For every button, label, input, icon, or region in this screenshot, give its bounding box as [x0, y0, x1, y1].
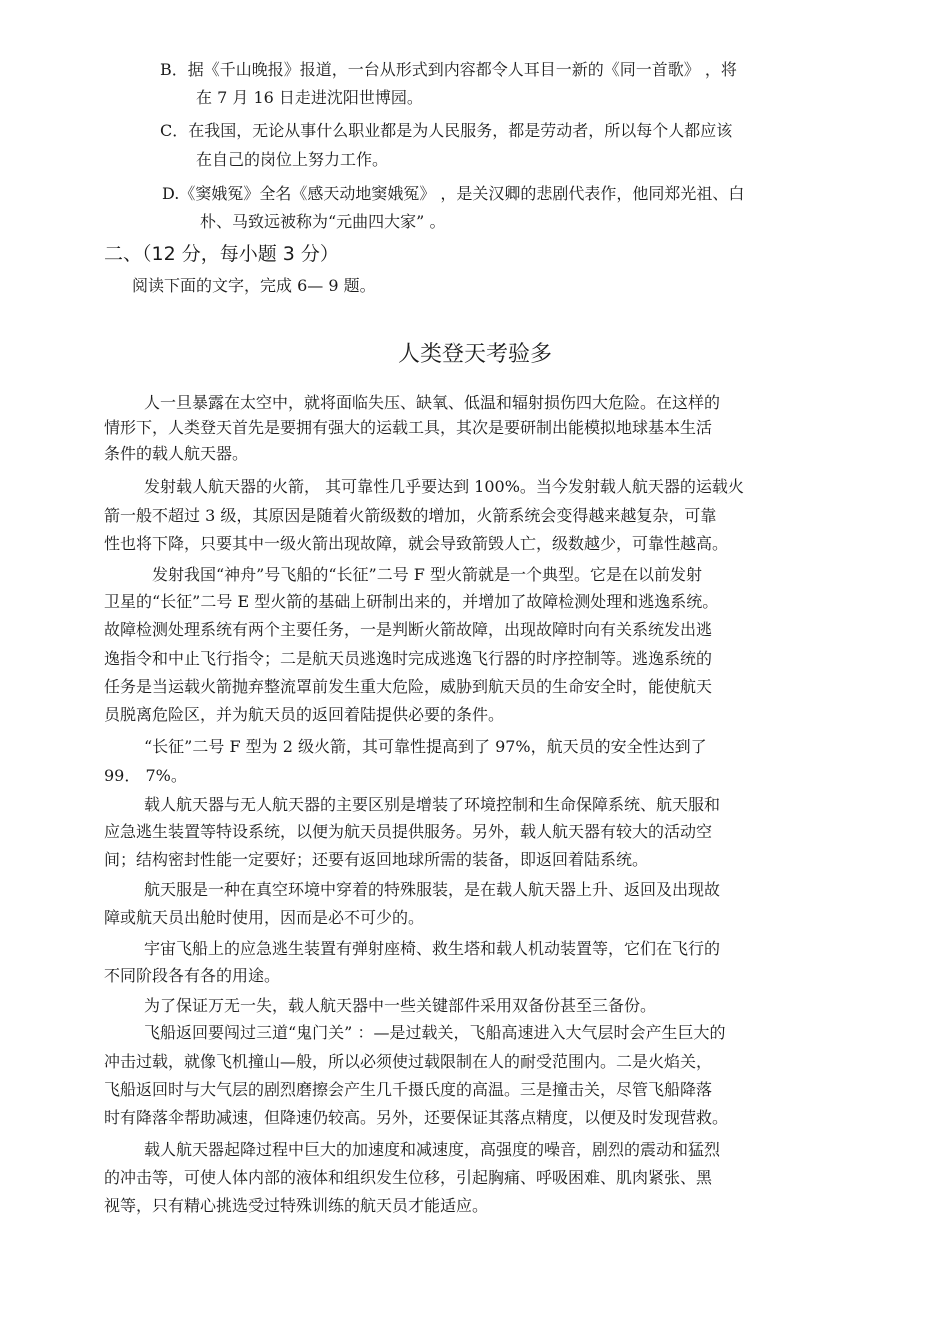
- paragraph-3-line-3: 故障检测处理系统有两个主要任务，一是判断火箭故障，出现故障时向有关系统发出逃: [104, 620, 713, 639]
- paragraph-9-line-1: 飞船返回要闯过三道“鬼门关” ：—是过载关，飞船高速进入大气层时会产生巨大的: [144, 1023, 726, 1042]
- section-instruction: 阅读下面的文字，完成 6— 9 题。: [132, 276, 376, 295]
- paragraph-9-line-4: 时有降落伞帮助减速，但降速仍较高。另外，还要保证其落点精度，以便及时发现营救。: [104, 1108, 729, 1127]
- paragraph-5-line-1: 载人航天器与无人航天器的主要区别是增装了环境控制和生命保障系统、航天服和: [144, 795, 721, 814]
- paragraph-7-line-1: 宇宙飞船上的应急逃生装置有弹射座椅、救生塔和载人机动装置等，它们在飞行的: [144, 939, 721, 958]
- paragraph-5-line-3: 间；结构密封性能一定要好；还要有返回地球所需的装备，即返回着陆系统。: [104, 850, 649, 869]
- paragraph-10-line-2: 的冲击等，可使人体内部的液体和组织发生位移，引起胸痛、呼吸困难、肌肉紧张、黑: [104, 1168, 713, 1187]
- paragraph-3-line-2: 卫星的“长征”二号 E 型火箭的基础上研制出来的，并增加了故障检测处理和逃逸系统。: [104, 592, 719, 611]
- paragraph-9-line-2: 冲击过载，就像飞机撞山—般，所以必须使过载限制在人的耐受范围内。二是火焰关，: [104, 1052, 713, 1071]
- paragraph-2-line-2: 箭一般不超过 3 级，其原因是随着火箭级数的增加，火箭系统会变得越来越复杂，可靠: [104, 506, 717, 525]
- article-title: 人类登天考验多: [397, 342, 552, 367]
- paragraph-1-line-2: 情形下，人类登天首先是要拥有强大的运载工具，其次是要研制出能模拟地球基本生活: [104, 418, 713, 437]
- paragraph-1-line-1: 人一旦暴露在太空中，就将面临失压、缺氧、低温和辐射损伤四大危险。在这样的: [144, 393, 721, 412]
- option-c-line-2: 在自己的岗位上努力工作。: [196, 150, 389, 169]
- option-d-line-2: 朴、马致远被称为“元曲四大家” 。: [200, 212, 446, 231]
- option-c-line-1: C．在我国，无论从事什么职业都是为人民服务，都是劳动者，所以每个人都应该: [160, 121, 733, 140]
- paragraph-3-line-6: 员脱离危险区，并为航天员的返回着陆提供必要的条件。: [104, 705, 505, 724]
- option-d-line-1: D.《窦娥冤》全名《感天动地窦娥冤》 ，是关汉卿的悲剧代表作，他同郑光祖、白: [162, 184, 745, 203]
- paragraph-1-line-3: 条件的载人航天器。: [104, 444, 249, 463]
- paragraph-4-line-2: 99． 7%。: [104, 766, 187, 785]
- paragraph-2-line-3: 性也将下降，只要其中一级火箭出现故障，就会导致箭毁人亡，级数越少，可靠性越高。: [104, 534, 729, 553]
- paragraph-7-line-2: 不同阶段各有各的用途。: [104, 966, 281, 985]
- paragraph-3-line-4: 逸指令和中止飞行指令；二是航天员逃逸时完成逃逸飞行器的时序控制等。逃逸系统的: [104, 649, 713, 668]
- paragraph-6-line-1: 航天服是一种在真空环境中穿着的特殊服装，是在载人航天器上升、返回及出现故: [144, 880, 721, 899]
- paragraph-5-line-2: 应急逃生装置等特设系统，以便为航天员提供服务。另外，载人航天器有较大的活动空: [104, 822, 713, 841]
- paragraph-10-line-3: 视等，只有精心挑选受过特殊训练的航天员才能适应。: [104, 1196, 489, 1215]
- option-b-line-2: 在 7 月 16 日走进沈阳世博园。: [196, 88, 423, 107]
- paragraph-10-line-1: 载人航天器起降过程中巨大的加速度和减速度，高强度的噪音，剧烈的震动和猛烈: [144, 1140, 721, 1159]
- option-b-line-1: B．据《千山晚报》报道，一台从形式到内容都令人耳目一新的《同一首歌》 ，将: [160, 60, 737, 79]
- paragraph-6-line-2: 障或航天员出舱时使用，因而是必不可少的。: [104, 908, 425, 927]
- paragraph-4-line-1: “长征”二号 F 型为 2 级火箭，其可靠性提高到了 97%，航天员的安全性达到了: [144, 737, 707, 756]
- paragraph-2-line-1: 发射载人航天器的火箭， 其可靠性几乎要达到 100%。当今发射载人航天器的运载火: [144, 477, 744, 496]
- paragraph-3-line-5: 任务是当运载火箭抛弃整流罩前发生重大危险，威胁到航天员的生命安全时，能使航天: [104, 677, 713, 696]
- paragraph-9-line-3: 飞船返回时与大气层的剧烈磨擦会产生几千摄氏度的高温。三是撞击关，尽管飞船降落: [104, 1080, 713, 1099]
- paragraph-8-line-1: 为了保证万无一失，载人航天器中一些关键部件采用双备份甚至三备份。: [144, 996, 657, 1015]
- section-heading: 二、（12 分，每小题 3 分）: [104, 243, 339, 265]
- paragraph-3-line-1: 发射我国“神舟”号飞船的“长征”二号 F 型火箭就是一个典型。它是在以前发射: [152, 565, 702, 584]
